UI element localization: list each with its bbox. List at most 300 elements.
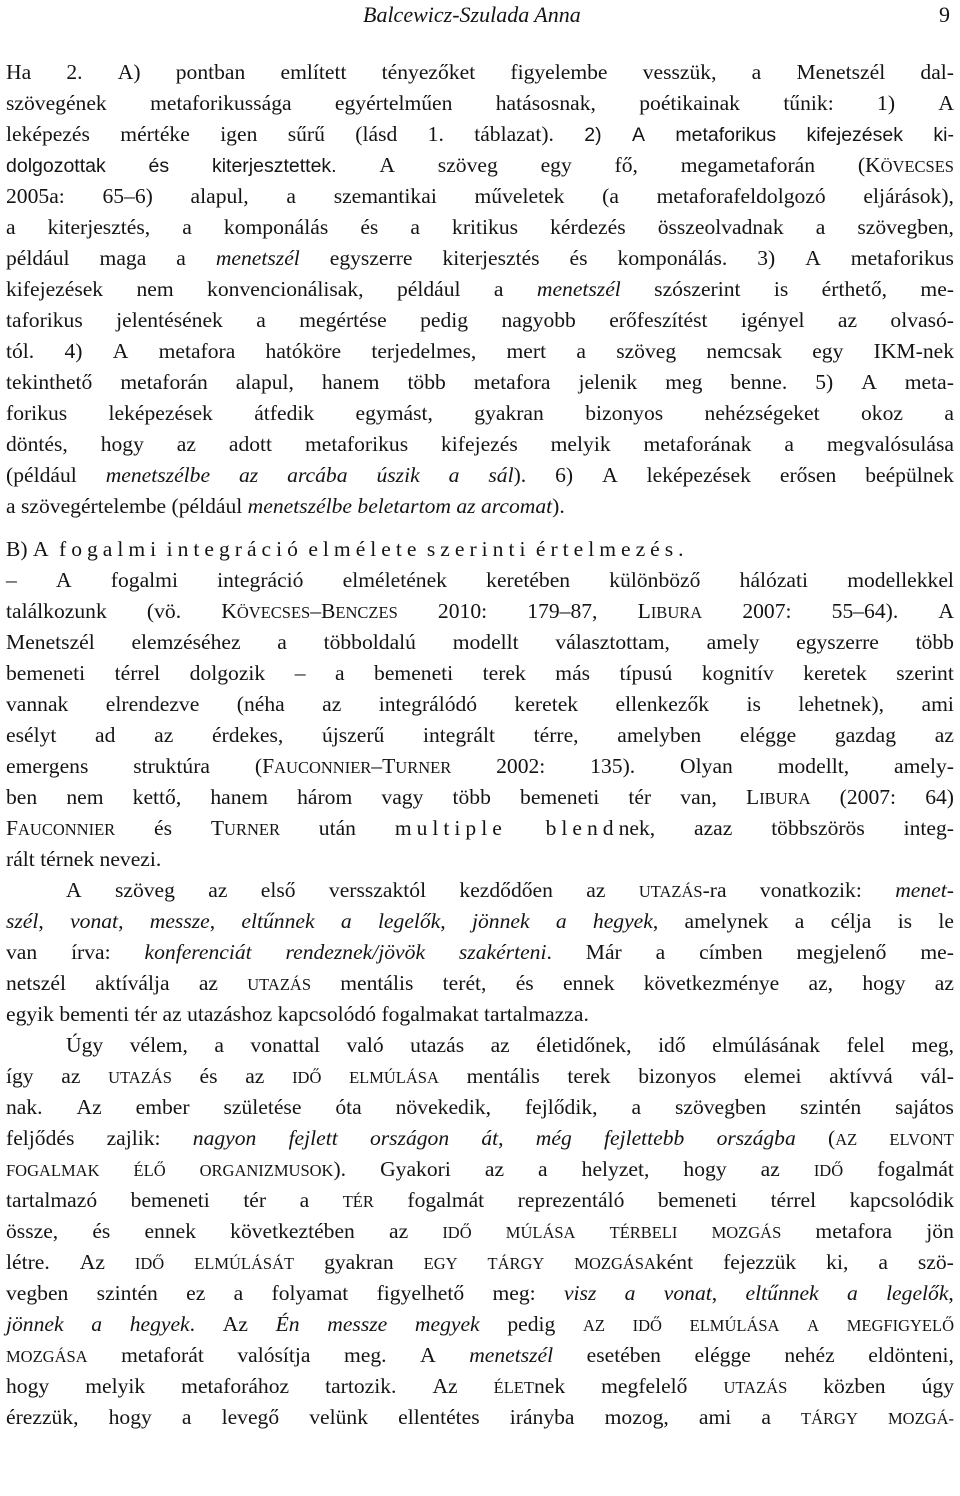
word: ÉLŐ <box>133 1161 166 1180</box>
word: nemcsak <box>706 339 782 363</box>
word: bemeneti <box>130 1188 210 1212</box>
word: Menetszél <box>796 60 886 84</box>
word: hogy <box>6 1374 50 1398</box>
word: A <box>632 124 646 146</box>
word: alapul, <box>190 184 249 208</box>
page-header <box>0 2 960 32</box>
word: egyszerre <box>329 246 413 270</box>
word: le <box>938 909 954 933</box>
word: érthető, <box>821 277 888 301</box>
word: vannak <box>6 692 69 716</box>
word: szemantikai <box>333 184 437 208</box>
word: értelmezés. <box>535 537 689 561</box>
word: zajlik: <box>106 1126 161 1150</box>
word: kifejezés <box>441 432 518 456</box>
word: lehetnek), <box>798 692 885 716</box>
word: van, <box>680 785 717 809</box>
word: találkozunk <box>6 599 107 623</box>
word: gazdag <box>834 723 897 747</box>
word: modellt <box>452 630 519 654</box>
word: szél, <box>6 909 44 933</box>
word: velünk <box>309 1405 369 1429</box>
word: terjedelmes, <box>371 339 477 363</box>
word: amelyben <box>617 723 702 747</box>
text-line <box>6 720 954 751</box>
word: struktúra <box>133 754 211 778</box>
word: metaforikus <box>850 246 954 270</box>
word: címben <box>699 940 763 964</box>
word: az <box>490 1033 510 1057</box>
word: többoldalú <box>323 630 416 654</box>
text-line <box>6 1309 954 1340</box>
word: a <box>6 215 16 239</box>
word: 5) <box>815 370 834 394</box>
word: nem <box>66 785 104 809</box>
word: pontban <box>175 60 246 84</box>
word: me- <box>920 277 954 301</box>
word: jönnek <box>471 909 530 933</box>
word: a <box>761 1405 771 1429</box>
word: bemeneti <box>6 661 86 685</box>
word: A <box>66 878 82 902</box>
word: 2002: <box>496 754 546 778</box>
word: A <box>602 463 618 487</box>
text-line <box>6 1185 954 1216</box>
word: a <box>214 1033 224 1057</box>
word: metafora <box>158 339 236 363</box>
text-line <box>6 367 954 398</box>
word: az <box>837 308 858 332</box>
word: ennek <box>144 1219 197 1243</box>
word: pedig <box>507 1312 556 1336</box>
word: vegben <box>6 1281 69 1305</box>
word: a <box>181 1405 192 1429</box>
text-line <box>6 968 954 999</box>
word: meg: <box>492 1281 536 1305</box>
word: figyelembe <box>510 60 608 84</box>
word: metaforán <box>120 370 208 394</box>
word: az <box>934 971 954 995</box>
word: feljődés <box>6 1126 75 1150</box>
word: hogy <box>100 432 144 456</box>
word: ennek <box>562 971 615 995</box>
word: aktíválja <box>95 971 170 995</box>
word: IDŐ <box>442 1223 472 1242</box>
word: is <box>746 692 761 716</box>
word: ki- <box>933 124 954 146</box>
word: integrálódó <box>378 692 478 716</box>
word: konferenciát <box>144 940 252 964</box>
word: eljárások), <box>863 184 954 208</box>
word: az <box>760 1157 780 1181</box>
word: Az <box>222 1312 248 1336</box>
word: gyakran <box>324 1250 394 1274</box>
word: mentális <box>340 971 414 995</box>
word: elmélete <box>308 537 422 561</box>
word: születése <box>223 1095 302 1119</box>
word: idő <box>658 1033 686 1057</box>
word: modellt, <box>777 754 850 778</box>
word: 55–64). <box>831 599 899 623</box>
word: más <box>555 661 591 685</box>
word: me- <box>920 940 954 964</box>
word: és <box>92 1219 111 1243</box>
word: egyértelműen <box>334 91 453 115</box>
text-line <box>6 937 954 968</box>
word: egymást, <box>355 401 433 425</box>
text-line <box>6 1340 954 1371</box>
word: szövegértelembe <box>21 494 167 518</box>
word: metaforikus <box>675 124 777 146</box>
word: a <box>256 308 266 332</box>
word: metaforafeldolgozó <box>656 184 826 208</box>
word: ellentétes <box>398 1405 480 1429</box>
word: sál). <box>488 463 527 487</box>
word: érdekes, <box>211 723 284 747</box>
word: ami <box>698 1405 732 1429</box>
word: tényezőket <box>381 60 476 84</box>
word: szövegének <box>6 91 107 115</box>
word: ad <box>95 723 116 747</box>
word: az <box>322 692 342 716</box>
word: szöveg <box>437 153 498 177</box>
word: menetszél <box>469 1343 554 1367</box>
word: az <box>61 1064 81 1088</box>
word: pedig <box>420 308 469 332</box>
word: sűrű <box>287 122 325 146</box>
word: maga <box>99 246 147 270</box>
word: blendnek, <box>545 816 656 840</box>
word: integrált <box>423 723 495 747</box>
word: dal- <box>920 60 954 84</box>
text-line <box>6 1247 954 1278</box>
word: 2005a: <box>6 184 65 208</box>
word: és <box>569 246 588 270</box>
word: azaz <box>694 816 733 840</box>
word: a <box>655 940 666 964</box>
word: újszerű <box>321 723 385 747</box>
word: IDŐ <box>292 1068 322 1087</box>
word: Ha <box>6 60 32 84</box>
word: TÉRBELI <box>609 1223 678 1242</box>
word: például <box>396 277 461 301</box>
word: a <box>6 494 16 518</box>
word: ELMÚLÁSÁT <box>194 1254 295 1273</box>
text-line <box>6 875 954 906</box>
text-line <box>6 1216 954 1247</box>
text-line <box>6 782 954 813</box>
word: amely- <box>893 754 954 778</box>
text-line <box>6 1123 954 1154</box>
word: menetszél <box>215 246 300 270</box>
word: A) <box>117 60 141 84</box>
word: szintén <box>96 1281 158 1305</box>
word: 1. <box>427 122 444 146</box>
word: fogalmi <box>59 537 162 561</box>
word: amelynek <box>684 909 769 933</box>
word: A <box>379 153 395 177</box>
word: szö- <box>917 1250 954 1274</box>
word: menetszélbe <box>105 463 211 487</box>
word: kapcsolódik <box>849 1188 954 1212</box>
word: Az <box>432 1374 458 1398</box>
word: fogalmi <box>110 568 178 592</box>
word: bemeneti <box>520 785 600 809</box>
word: UTAZÁS-ra <box>638 878 727 902</box>
word: kettő, <box>132 785 182 809</box>
word: a <box>340 909 352 933</box>
word: a <box>91 1312 103 1336</box>
word: az <box>934 723 954 747</box>
word: át, <box>481 1126 504 1150</box>
word: reprezentáló <box>517 1188 625 1212</box>
word: tartalmazza. <box>483 1002 589 1026</box>
word: melyik <box>550 432 611 456</box>
word: után <box>318 816 356 840</box>
word: mértéke <box>120 122 190 146</box>
word: – <box>6 568 17 592</box>
word: kognitív <box>701 661 774 685</box>
word: netszél <box>6 971 66 995</box>
word: és <box>515 971 534 995</box>
word: MOZGÁS <box>711 1223 782 1242</box>
text-line <box>6 1061 954 1092</box>
word: nagyobb <box>501 308 576 332</box>
word: poétikainak <box>639 91 740 115</box>
word: kiterjesztés, <box>47 215 151 239</box>
word: (például <box>6 463 77 487</box>
word: az <box>162 1002 182 1026</box>
word: ember <box>135 1095 190 1119</box>
word: EGY <box>423 1254 458 1273</box>
word: fogalmát <box>407 1188 485 1212</box>
word: valósítja <box>237 1343 311 1367</box>
word: táblazat). <box>474 122 554 146</box>
word: meg <box>665 370 703 394</box>
word: Az <box>79 1250 105 1274</box>
word: a <box>176 246 186 270</box>
word: tűnik: <box>783 91 834 115</box>
text-line <box>6 1402 954 1433</box>
word: megjelenő <box>796 940 887 964</box>
word: kapcsolódó <box>277 1002 377 1026</box>
word: taforikus <box>6 308 83 332</box>
word: elemei <box>743 1064 802 1088</box>
word: (KÖVECSES <box>857 153 954 177</box>
word: bemeneti <box>374 661 454 685</box>
word: megértése <box>299 308 387 332</box>
word: vonat, <box>70 909 124 933</box>
word: helyzet, <box>581 1157 650 1181</box>
word: összeolvadnak <box>657 215 784 239</box>
word: egy <box>812 339 844 363</box>
word: eltűnnek <box>745 1281 819 1305</box>
word: életidőnek, <box>536 1033 632 1057</box>
text-line <box>6 460 954 491</box>
word: 2) <box>584 124 602 146</box>
text-line <box>6 491 954 522</box>
word: kifejezések <box>6 277 104 301</box>
word: dolgozik <box>189 661 266 685</box>
word: az <box>154 723 174 747</box>
word: többszörös <box>771 816 865 840</box>
text-line <box>6 336 954 367</box>
word: KÖVECSES–BENCZES <box>221 599 398 623</box>
word: igen <box>220 122 258 146</box>
text-line <box>6 1154 954 1185</box>
word: emergens <box>6 754 89 778</box>
word: 135). <box>590 754 636 778</box>
word: írva: <box>71 940 111 964</box>
word: eldönteni, <box>868 1343 954 1367</box>
word: gyakran <box>474 401 544 425</box>
word: a <box>538 1157 548 1181</box>
word: típusú <box>619 661 673 685</box>
word: (a <box>602 184 619 208</box>
word: még <box>535 1126 572 1150</box>
word: a <box>878 1250 888 1274</box>
word: a <box>944 401 954 425</box>
word: tér <box>134 1002 158 1026</box>
word: közben <box>823 1374 886 1398</box>
word: az <box>176 432 196 456</box>
word: Olyan <box>680 754 733 778</box>
word: menetszélbe <box>247 494 352 518</box>
word: a <box>233 1281 244 1305</box>
word: IKM-nek <box>873 339 954 363</box>
word: az, <box>808 971 834 995</box>
word: levegő <box>221 1405 280 1429</box>
word: ORGANIZMUSOK). <box>199 1157 347 1181</box>
word: erősen <box>779 463 837 487</box>
word: a <box>555 909 567 933</box>
word: úgy <box>921 1374 954 1398</box>
word: és <box>148 155 170 177</box>
word: a <box>576 339 586 363</box>
word: (vö. <box>146 599 182 623</box>
word: a <box>410 215 420 239</box>
word: hatásosnak, <box>495 91 596 115</box>
word: térre, <box>533 723 579 747</box>
word: több <box>915 630 954 654</box>
word: TÁRGY <box>487 1254 545 1273</box>
word: LIBURA <box>637 599 703 623</box>
word: hogy <box>683 1157 727 1181</box>
word: ki, <box>826 1250 849 1274</box>
word: szerinti <box>426 537 531 561</box>
word: szerint <box>896 661 954 685</box>
word: ELMÚLÁSA <box>349 1068 439 1087</box>
word: például <box>6 246 70 270</box>
word: az <box>239 463 259 487</box>
word: és <box>199 1064 218 1088</box>
word: FAUCONNIER <box>6 816 116 840</box>
word: LIBURA <box>745 785 811 809</box>
word: eltűnnek <box>241 909 315 933</box>
word: arcomat). <box>480 494 565 518</box>
word: szöveg <box>114 878 175 902</box>
word: utazáshoz <box>187 1002 273 1026</box>
word: hogy <box>862 971 906 995</box>
word: jönnek <box>6 1312 64 1336</box>
word: hogy <box>108 1405 152 1429</box>
word: A <box>55 568 72 592</box>
word: megyek <box>414 1312 480 1336</box>
word: kiterjesztettek. <box>211 155 337 177</box>
word: úszik <box>376 463 420 487</box>
text-line <box>6 88 954 119</box>
word: fejlettebb <box>604 1126 685 1150</box>
text-line <box>6 1371 954 1402</box>
word: három <box>297 785 353 809</box>
word: 6) <box>555 463 574 487</box>
word: elrendezve <box>105 692 200 716</box>
word: ELMÚLÁSA <box>689 1316 780 1335</box>
word: tér <box>243 1188 267 1212</box>
word: Úgy <box>66 1033 104 1057</box>
word: meg, <box>911 1033 954 1057</box>
word: metaforának <box>643 432 752 456</box>
word: fejezzük <box>723 1250 797 1274</box>
word: tekinthető <box>6 370 93 394</box>
word: (például <box>171 494 243 518</box>
word: TÁRGY <box>801 1409 858 1428</box>
word: szakérteni. <box>458 940 552 964</box>
word: (lásd <box>355 122 398 146</box>
word: nehéz <box>784 1343 835 1367</box>
word: kritikus <box>452 215 519 239</box>
word: 3) <box>757 246 776 270</box>
word: átfedik <box>254 401 315 425</box>
text-line <box>6 689 954 720</box>
word: érezzük, <box>6 1405 79 1429</box>
word: figyelhető <box>376 1281 465 1305</box>
word: ez <box>186 1281 206 1305</box>
word: mentális <box>466 1064 540 1088</box>
word: és <box>154 816 173 840</box>
word: létre. <box>6 1250 50 1274</box>
word: komponálás <box>223 215 329 239</box>
text-line <box>6 57 954 88</box>
word: hanem <box>321 370 380 394</box>
text-line <box>6 844 954 875</box>
word: okoz <box>861 401 903 425</box>
word: egy <box>540 153 572 177</box>
text-line <box>6 274 954 305</box>
text-line <box>6 119 954 150</box>
word: 2010: <box>437 599 488 623</box>
word: komponálás. <box>617 246 728 270</box>
page-number: 9 <box>939 2 950 27</box>
word: elégge <box>739 723 797 747</box>
word: felel <box>846 1033 885 1057</box>
word: több <box>452 785 491 809</box>
word: országba <box>716 1126 796 1150</box>
word: melyik <box>85 1374 146 1398</box>
word: irányba <box>509 1405 575 1429</box>
word: első <box>260 878 296 902</box>
text-line <box>6 305 954 336</box>
text-line <box>6 398 954 429</box>
word: A <box>420 1343 436 1367</box>
word: nevezi. <box>99 847 162 871</box>
word: a <box>815 215 826 239</box>
word: benne. <box>730 370 788 394</box>
word: jelenik <box>578 370 638 394</box>
word: fogalmát <box>877 1157 954 1181</box>
word: FOGALMAK <box>6 1161 100 1180</box>
text-line <box>6 150 954 181</box>
